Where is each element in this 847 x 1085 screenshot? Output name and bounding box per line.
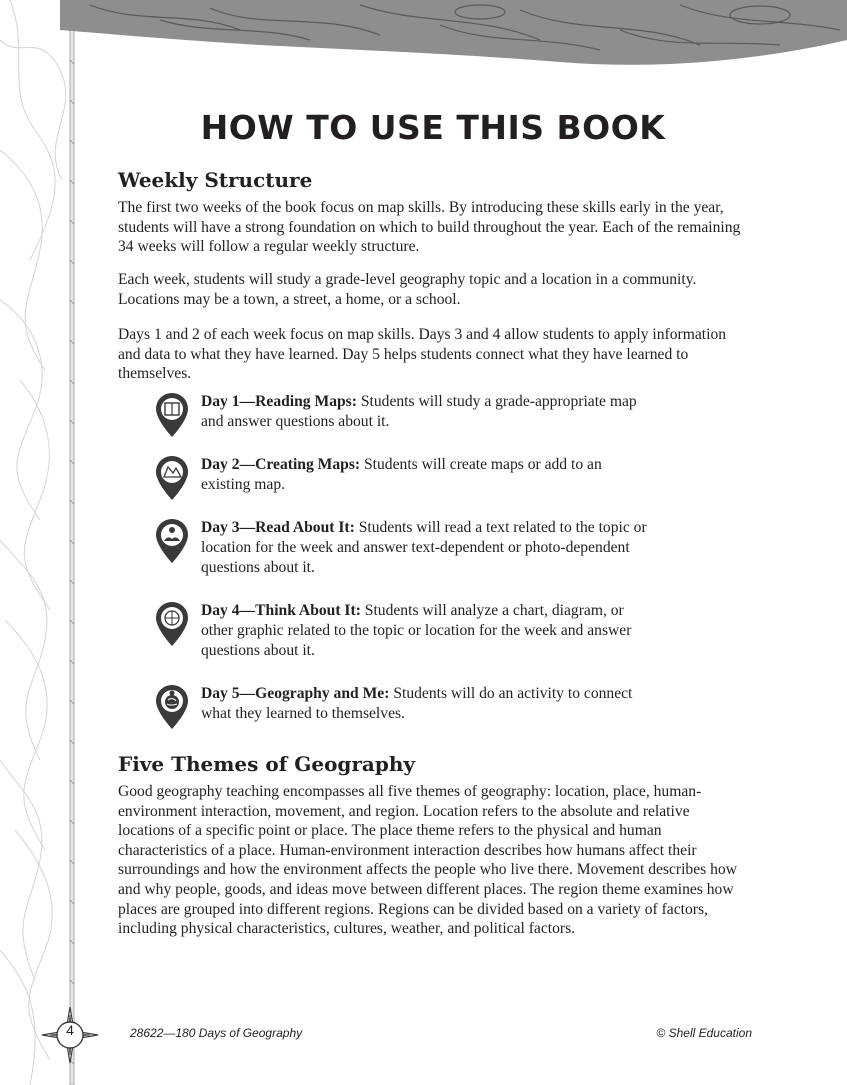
five-themes-heading: Five Themes of Geography — [118, 752, 416, 776]
rope-border-decoration — [68, 0, 76, 1085]
day-2-description — [201, 455, 651, 495]
book-title-footer: 28622—180 Days of Geography — [130, 1026, 303, 1040]
day-1-text: Students will study a grade-appropriate map and answer questions about it. — [201, 393, 637, 430]
page-title: HOW TO USE THIS BOOK — [200, 108, 666, 147]
map-reading-pin-icon — [155, 392, 189, 438]
day-3-description — [201, 518, 651, 578]
globe-person-pin-icon — [155, 684, 189, 730]
weekly-structure-paragraph-2: Each week, students will study a grade-level geography topic and a location in a community. Locations may be a town, a street, a home, or a school. — [118, 271, 697, 308]
day-3-text: Students will read a text related to the topic or location for the week and answer text-dependent or photo-dependent questions about it. — [201, 519, 647, 576]
day-5-label: Day 5—Geography and Me: — [201, 685, 390, 702]
weekly-structure-heading: Weekly Structure — [118, 168, 313, 192]
weekly-structure-paragraph-3: Days 1 and 2 of each week focus on map skills. Days 3 and 4 allow students to apply information and data to what they have learned. Day 5 helps students connect what they have learned to themselves. — [118, 326, 727, 383]
page-number: 4 — [66, 1022, 74, 1038]
day-4-description — [201, 601, 651, 661]
day-1-description — [201, 392, 651, 432]
map-creating-pin-icon — [155, 455, 189, 501]
think-pin-icon — [155, 601, 189, 647]
day-4-label: Day 4—Think About It: — [201, 602, 361, 619]
topographic-header-band — [60, 0, 847, 80]
day-2-text: Students will create maps or add to an existing map. — [201, 456, 602, 493]
reader-pin-icon — [155, 518, 189, 564]
day-3-label: Day 3—Read About It: — [201, 519, 355, 536]
day-1-label: Day 1—Reading Maps: — [201, 393, 357, 410]
day-4-text: Students will analyze a chart, diagram, or other graphic related to the topic or location for the week and answer questions about it. — [201, 602, 632, 659]
day-5-text: Students will do an activity to connect what they learned to themselves. — [201, 685, 633, 722]
weekly-structure-paragraph-1: The first two weeks of the book focus on map skills. By introducing these skills early in the year, students will have a strong foundation on which to build throughout the year. Each of the remaining 34 weeks will follow a regular weekly structure. — [118, 199, 741, 256]
day-2-label: Day 2—Creating Maps: — [201, 456, 361, 473]
topographic-margin-decoration — [0, 0, 72, 1085]
five-themes-paragraph: Good geography teaching encompasses all five themes of geography: location, place, human-environment interaction, movement, and region. Location refers to the absolute and relative locations of a specific point or place. The place theme refers to the physical and human characteristics of a place. Human-environment interaction describes how humans affect their surroundings and how the environment affects the people who live there. Movement describes how and why people, goods, and ideas move between different places. The region theme examines how places are grouped into different regions. Regions can be divided based on a variety of factors, including physical characteristics, cultures, weather, and political factors. — [118, 783, 737, 938]
publisher-footer: © Shell Education — [656, 1026, 752, 1040]
day-5-description — [201, 684, 651, 724]
